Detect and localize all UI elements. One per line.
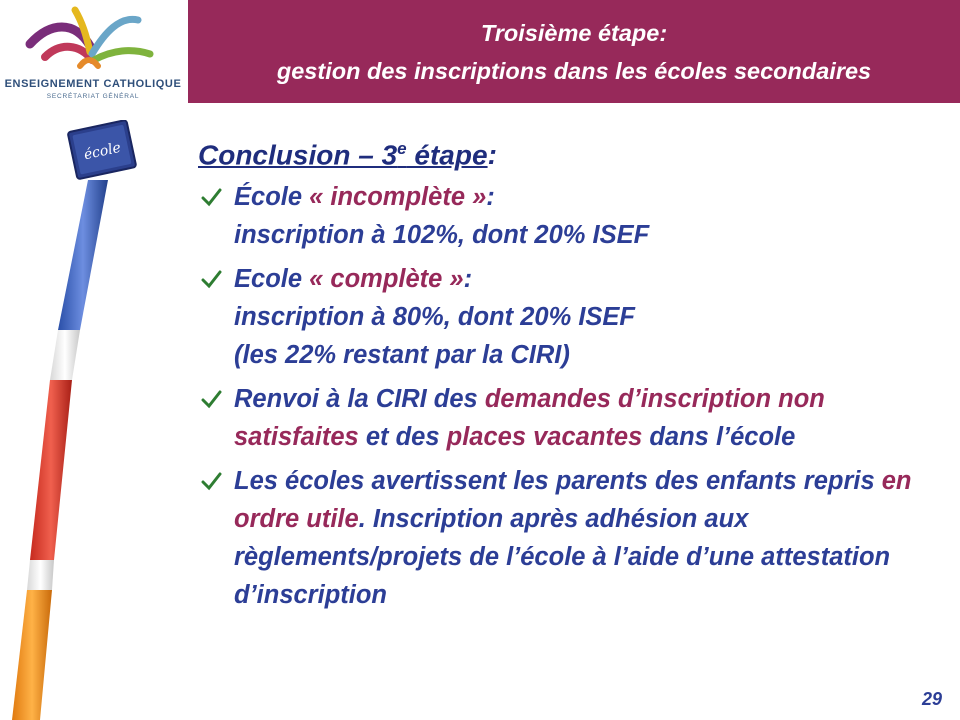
checkmark-icon [200, 268, 222, 290]
checkmark-icon [200, 470, 222, 492]
title-banner [188, 0, 960, 103]
section-heading: Conclusion – 3e étape: [198, 139, 497, 171]
sign-text: école [82, 139, 123, 164]
bullet-1-line-2: inscription à 102%, dont 20% ISEF [234, 221, 650, 250]
bullet-2-line-3: (les 22% restant par la CIRI) [234, 341, 570, 370]
bullet-4-text: Les écoles avertissent les parents des enfants repris en ordre utile. Inscription après adhésion aux règlements/projets de l’école à l’aide d’une attestation d’inscription [234, 467, 912, 610]
bullet-parents-notification [198, 462, 943, 614]
logo-subtitle: SECRÉTARIAT GÉNÉRAL [46, 93, 140, 100]
bullet-1-line-1: École « incomplète »: [234, 183, 495, 212]
logo-name: ENSEIGNEMENT CATHOLIQUE [4, 78, 182, 90]
bullet-2-line-1: Ecole « complète »: [234, 265, 473, 294]
bullet-2-line-2: inscription à 80%, dont 20% ISEF [234, 303, 636, 332]
title-line-1: Troisième étape: [480, 19, 668, 46]
school-sign-pole-illustration [0, 120, 190, 720]
page-number: 29 [921, 689, 942, 709]
logo [0, 0, 186, 104]
logo-brushstrokes-icon [20, 2, 166, 80]
bullet-3-text: Renvoi à la CIRI des demandes d’inscription non satisfaites et des places vacantes dans l’école [234, 385, 825, 452]
ecole-sign-icon [68, 120, 137, 179]
bullet-ciri-referral [198, 380, 943, 456]
checkmark-icon [200, 186, 222, 208]
slide-content [198, 130, 943, 620]
checkmark-icon [200, 388, 222, 410]
bullet-complete-school [198, 260, 943, 374]
bullet-incomplete-school [198, 178, 943, 254]
pole-icon [12, 180, 108, 720]
title-line-2: gestion des inscriptions dans les écoles secondaires [276, 57, 872, 84]
